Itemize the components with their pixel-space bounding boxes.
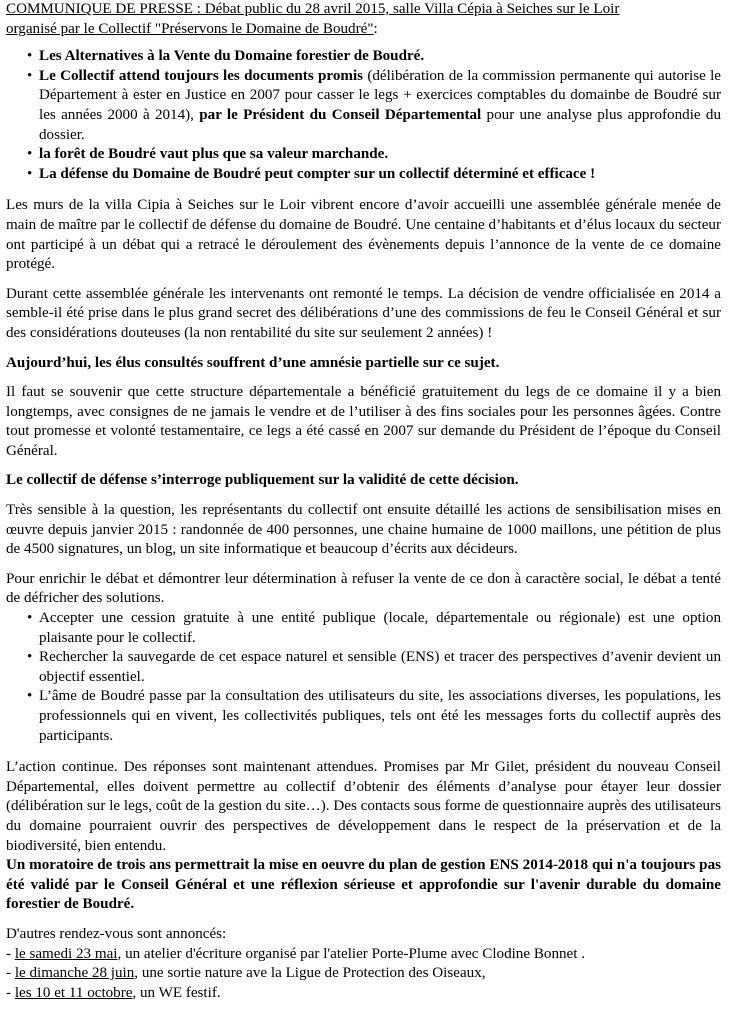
list-item: • Rechercher la sauvegarde de cet espace naturel et sensible (ENS) et tracer des perspectives d’avenir devient un objectif essentiel. bbox=[27, 649, 721, 685]
press-release-header bbox=[6, 0, 721, 39]
paragraph-continuation: L’action continue. Des réponses sont maintenant attendues. Promises par Mr Gilet, président du nouveau Conseil Départemental, elles doivent permettre au collectif d’obtenir des éléments d’analyse pour étayer leur dossier (délibération sur le legs, coût de la gestion du site…). Des contacts sous forme de questionnaire auprès des utilisateurs du domaine pourraient ouvrir des perspectives de développement dans le respect de la préservation et de la biodiversité, bien entendu. bbox=[6, 759, 721, 854]
paragraph-validity: Le collectif de défense s’interroge publiquement sur la validité de cette décision. bbox=[6, 472, 519, 489]
highlights-list bbox=[6, 47, 721, 184]
bullet-icon: • bbox=[27, 67, 33, 84]
paragraph-history: Durant cette assemblée générale les intervenants ont remonté le temps. La décision de vendre officialisée en 2014 a semble-il été prise dans le plus grand secret des délibérations d’une des commissions de feu le Conseil Général et sur des considérations douteuses (la non rentabilité du site sur seulement 2 années) ! bbox=[6, 285, 721, 341]
bullet-icon: • bbox=[27, 165, 33, 182]
solutions-list bbox=[6, 609, 721, 746]
paragraph-solutions-intro: Pour enrichir le débat et démontrer leur détermination à refuser la vente de ce don à caractère social, le débat a tenté de défricher des solutions. bbox=[6, 570, 721, 607]
events-section bbox=[6, 925, 721, 1003]
paragraph-amnesia: Aujourd’hui, les élus consultés souffrent d’une amnésie partielle sur ce sujet. bbox=[6, 354, 500, 371]
bullet-icon: • bbox=[27, 48, 33, 65]
event-date: les 10 et 11 octobre bbox=[14, 984, 133, 1001]
bullet-icon: • bbox=[27, 649, 33, 666]
bullet-icon: • bbox=[27, 146, 33, 163]
bullet-icon: • bbox=[27, 688, 33, 705]
press-release-page bbox=[6, 0, 721, 1003]
event-date: le samedi 23 mai bbox=[14, 945, 118, 962]
header-colon: : bbox=[373, 20, 378, 37]
list-item: • la forêt de Boudré vaut plus que sa valeur marchande. bbox=[6, 145, 721, 165]
list-item: • Les Alternatives à la Vente du Domaine forestier de Boudré. bbox=[6, 47, 721, 67]
event-line: - les 10 et 11 octobre, un WE festif. bbox=[6, 984, 221, 1001]
paragraph-legacy: Il faut se souvenir que cette structure départementale a bénéficié gratuitement du legs de ce domaine il y a bien longtemps, avec consignes de ne jamais le vendre et de l’utiliser à des fins sociales pour les personnes âgées. Contre tout promesse et volonté testamentaire, ce legs a été cassé en 2007 sur demande du Président de l’époque du Conseil Général. bbox=[6, 384, 721, 459]
paragraph-actions: Très sensible à la question, les représentants du collectif ont ensuite détaillé les actions de sensibilisation mises en œuvre depuis janvier 2015 : randonnée de 400 personnes, une chaine humaine de 1000 maillons, une pétition de plus de 4500 signatures, un blog, un site informatique et beaucoup d’écrits aux décideurs. bbox=[6, 502, 721, 558]
event-line: - le samedi 23 mai, un atelier d'écriture organisé par l'atelier Porte-Plume avec Clodine Bonnet . bbox=[6, 945, 585, 962]
paragraph-moratorium: Un moratoire de trois ans permettrait la mise en oeuvre du plan de gestion ENS 2014-2018 qui n'a toujours pas été validé par le Conseil Général et une réflexion sérieuse et approfondie sur l'avenir durable du domaine forestier de Boudré. bbox=[6, 857, 721, 913]
list-item: • L’âme de Boudré passe par la consultation des utilisateurs du site, les associations diverses, les populations, les professionnels qui en vivent, les collectivités publiques, tels ont été les messages forts du collectif auprès des participants. bbox=[27, 688, 721, 744]
event-date: le dimanche 28 juin bbox=[14, 965, 135, 982]
header-line-1: COMMUNIQUE DE PRESSE : Débat public du 28 avril 2015, salle Villa Cépia à Seiches sur le Loir bbox=[6, 1, 620, 17]
list-item: • Accepter une cession gratuite à une entité publique (locale, départementale ou régionale) est une option plaisante pour le collectif. bbox=[27, 610, 721, 646]
header-line-2: organisé par le Collectif "Préservons le Domaine de Boudré" bbox=[6, 20, 374, 37]
events-intro: D'autres rendez-vous sont annoncés: bbox=[6, 925, 227, 942]
list-item: • Le Collectif attend toujours les documents promis (délibération de la commission permanente qui autorise le Département à ester en Justice en 2007 pour casser le legs + exercices comptables du domainbe de Boudré sur les années 2000 à 2014), par le Président du Conseil Départemental pour une analyse plus approfondie du dossier. bbox=[27, 67, 721, 143]
paragraph-assembly: Les murs de la villa Cipia à Seiches sur le Loir vibrent encore d’avoir accueilli une assemblée générale menée de main de maître par le collectif de défense du domaine de Boudré. Une centaine d’habitants et d’élus locaux du secteur ont participé à un débat qui a retracé le déroulement des évènements depuis l’annonce de la vente de ce domaine protégé. bbox=[6, 197, 721, 273]
list-item: • La défense du Domaine de Boudré peut compter sur un collectif déterminé et efficace ! bbox=[6, 165, 721, 185]
bullet-icon: • bbox=[27, 610, 33, 627]
event-line: - le dimanche 28 juin, une sortie nature ave la Ligue de Protection des Oiseaux, bbox=[6, 965, 486, 982]
